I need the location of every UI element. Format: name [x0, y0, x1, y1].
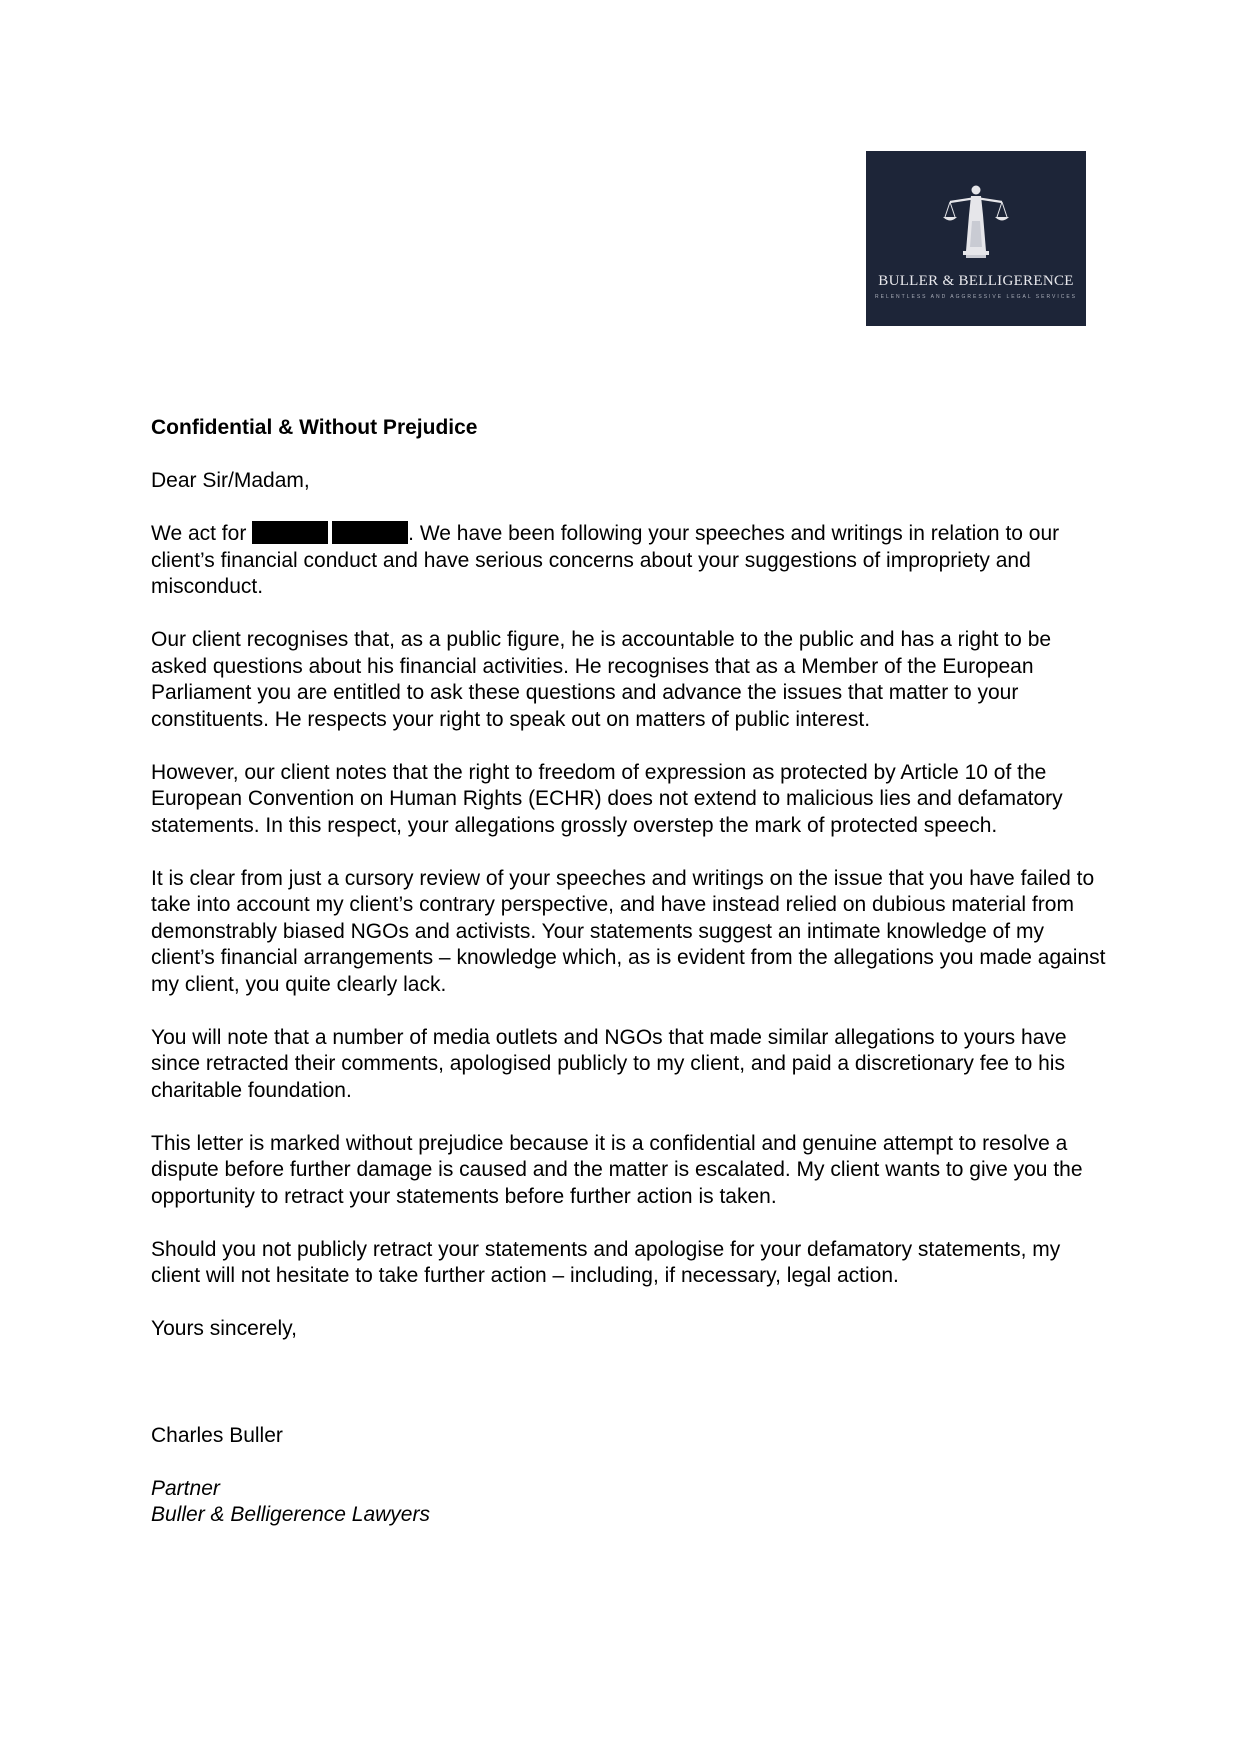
paragraph-2: Our client recognises that, as a public figure, he is accountable to the public and has a right to be asked questions about his financial activities. He recognises that as a Member of the European Parliament you are entitled to ask these questions and advance the issues that matter to your constituents. He respects your right to speak out on matters of public interest.: [151, 628, 1052, 731]
redacted-first-name: [252, 521, 328, 544]
firm-name: Buller & Belligerence Lawyers: [151, 1503, 430, 1526]
paragraph-3: However, our client notes that the right to freedom of expression as protected by Article 10 of the European Convention on Human Rights (ECHR) does not extend to malicious lies and defamatory statements. In this respect, your allegations grossly overstep the mark of protected speech.: [151, 760, 1063, 837]
letter-body: [151, 415, 1111, 1529]
logo-firm-name: BULLER & BELLIGERENCE: [878, 273, 1074, 289]
scales-of-justice-icon: [941, 181, 1011, 261]
paragraph-1-start: We act for: [151, 522, 253, 545]
signatory-title: Partner: [151, 1476, 220, 1500]
letter-heading: Confidential & Without Prejudice: [151, 416, 478, 439]
paragraph-1-end: . We have been following your speeches and writings in relation to our client’s financial conduct and have serious concerns about your suggestions of impropriety and misconduct.: [151, 522, 1060, 598]
paragraph-5: You will note that a number of media outlets and NGOs that made similar allegations to yours have since retracted their comments, apologised publicly to my client, and paid a discretionary fee to his charitable foundation.: [151, 1025, 1067, 1102]
redacted-last-name: [332, 521, 408, 544]
salutation: Dear Sir/Madam,: [151, 469, 310, 492]
paragraph-4: It is clear from just a cursory review of your speeches and writings on the issue that you have failed to take into account my client’s contrary perspective, and have instead relied on dubious material from demonstrably biased NGOs and activists. Your statements suggest an intimate knowledge of my client’s financial arrangements – knowledge which, as is evident from the allegations you made against my client, you quite clearly lack.: [151, 866, 1106, 996]
firm-logo: [866, 151, 1086, 326]
signatory-name: Charles Buller: [151, 1423, 283, 1447]
logo-tagline: RELENTLESS AND AGGRESSIVE LEGAL SERVICES: [875, 294, 1077, 300]
paragraph-1: [151, 521, 1111, 601]
paragraph-6: This letter is marked without prejudice because it is a confidential and genuine attempt to resolve a dispute before further damage is caused and the matter is escalated. My client wants to give you the opportunity to retract your statements before further action is taken.: [151, 1131, 1083, 1208]
paragraph-7: Should you not publicly retract your statements and apologise for your defamatory statements, my client will not hesitate to take further action – including, if necessary, legal action.: [151, 1237, 1061, 1287]
signature-block: [151, 1423, 1111, 1529]
closing: Yours sincerely,: [151, 1317, 297, 1340]
